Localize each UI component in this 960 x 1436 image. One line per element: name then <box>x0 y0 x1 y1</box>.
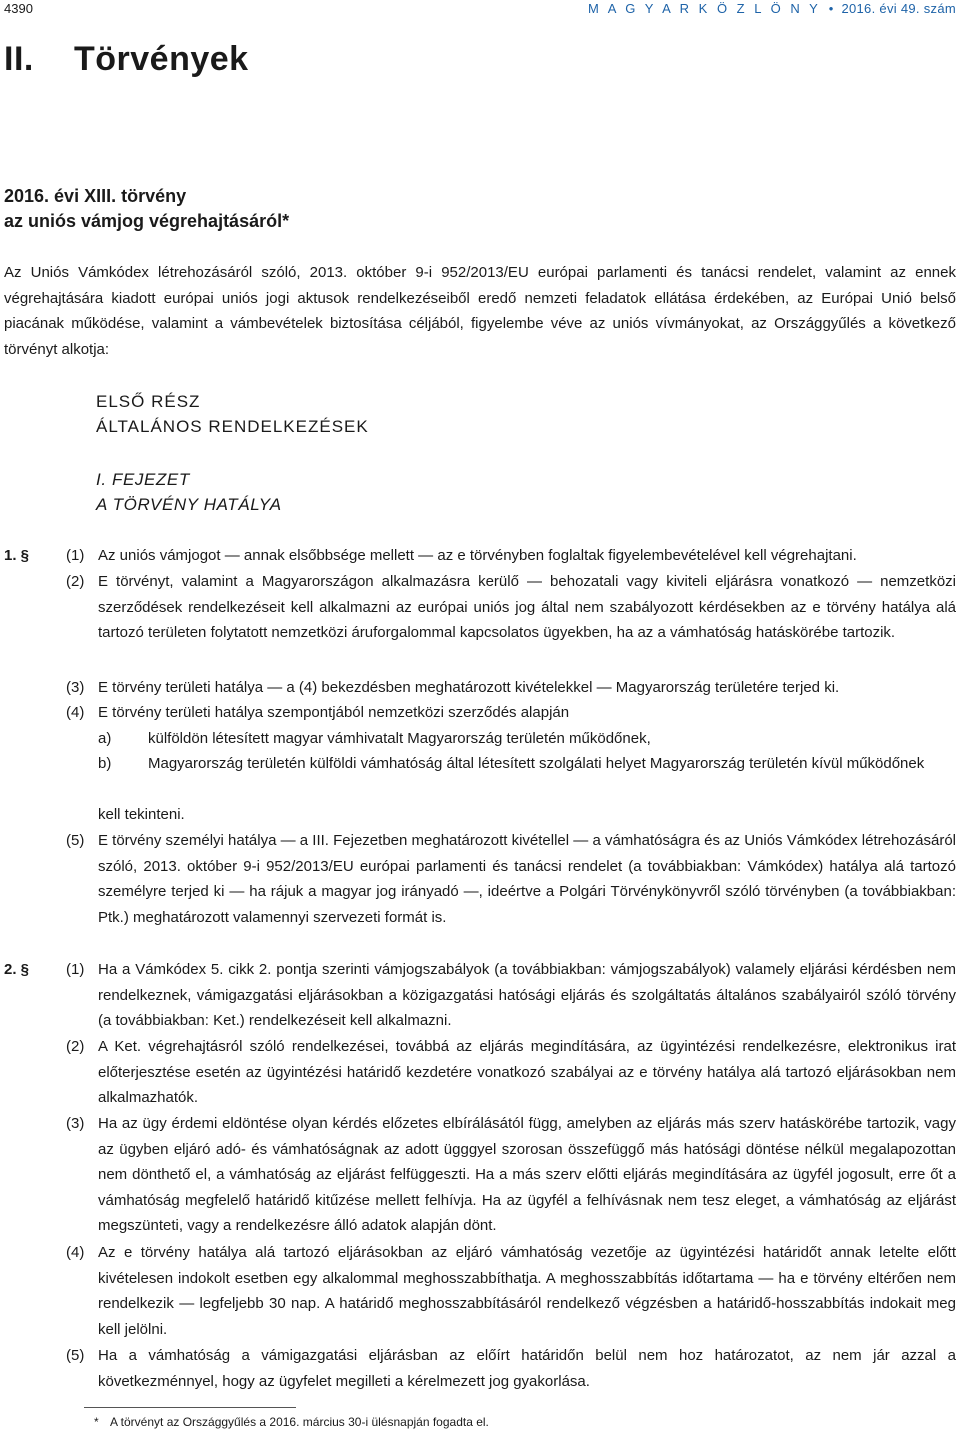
issue-number: 2016. évi 49. szám <box>841 1 956 16</box>
paragraph-label: (2) <box>66 573 85 590</box>
paragraph-label: (2) <box>66 1038 85 1055</box>
footnote-marker: * <box>94 1415 99 1429</box>
law-title <box>4 184 289 234</box>
page-header <box>4 0 956 18</box>
part-heading-title: ÁLTALÁNOS RENDELKEZÉSEK <box>96 417 369 436</box>
page-number: 4390 <box>4 1 33 16</box>
paragraph-text: Az uniós vámjogot — annak elsőbbsége mellett — az e törvényben foglaltak figyelembevételével kell végrehajtani. <box>98 547 857 564</box>
footnote-divider <box>84 1407 296 1408</box>
chapter-heading: I. FEJEZET <box>96 470 190 489</box>
section-number: 1. § <box>4 547 30 564</box>
paragraph-closing: kell tekinteni. <box>98 806 185 823</box>
paragraph-text: Ha a vámhatóság a vámigazgatási eljárásban az előírt határidőn belül nem hoz határozatot, az nem jár azzal a következménnyel, hogy az ügyfelet megilleti a kérelmezett jog gyakorlása. <box>98 1347 956 1390</box>
preamble: Az Uniós Vámkódex létrehozásáról szóló, 2013. október 9-i 952/2013/EU európai parlamenti és tanácsi rendelet, valamint az ennek végrehajtására kiadott európai uniós jogi aktusok rendelkezéseiből eredő nemzeti feladatok ellátása érdekében, az Európai Unió belső piacának működése, valamint a vámbevételek biztosítása céljából, figyelembe véve az uniós vívmányokat, az Országgyűlés a következő törvényt alkotja: <box>4 264 956 358</box>
chapter-heading-title: A TÖRVÉNY HATÁLYA <box>96 495 282 514</box>
point-text: külföldön létesített magyar vámhivatalt Magyarország területén működőnek, <box>148 730 651 747</box>
law-title-line2: az uniós vámjog végrehajtásáról* <box>4 211 290 231</box>
paragraph-text: E törvény területi hatálya szempontjából nemzetközi szerződés alapján <box>98 704 570 721</box>
paragraph-label: (1) <box>66 961 85 978</box>
paragraph-text: E törvényt, valamint a Magyarországon alkalmazásra kerülő — behozatali vagy kiviteli eljárásra vonatkozó — nemzetközi szerződések rendelkezéseit kell alkalmazni az európai uniós jog által nem szabályozott kérdésekben az e törvény hatálya alá tartozó területen folytatott nemzetközi áruforgalommal kapcsolatos ügyekben, ha az a vámhatóság hatáskörébe tartozik. <box>98 573 956 641</box>
footnote <box>94 1414 489 1430</box>
running-header <box>588 1 956 16</box>
paragraph-text: Ha a Vámkódex 5. cikk 2. pontja szerinti vámjogszabályok (a továbbiakban: vámjogszabályok) valamely eljárási kérdésben nem rendelkeznek, vámigazgatási eljárásokban a közigazgatási hatósági eljárás és szolgáltatás általános szabályairól szóló törvény (a továbbiakban: Ket.) rendelkezéseit kell alkalmazni. <box>98 961 956 1029</box>
paragraph-text: E törvény személyi hatálya — a III. Fejezetben meghatározott kivétellel — a vámhatóságra és az Uniós Vámkódex létrehozásáról szóló, 2013. október 9-i 952/2013/EU európai parlamenti és tanácsi rendelet (a továbbiakban: Vámkódex) hatálya alá tartozó személyre terjed ki — ha rájuk a magyar jog irányadó —, ideértve a Polgári Törvénykönyvről szóló törvényben (a továbbiakban: Ptk.) meghatározott valamennyi szervezeti formát is. <box>98 832 956 926</box>
paragraph-label: (5) <box>66 832 85 849</box>
paragraph-text: E törvény területi hatálya — a (4) bekezdésben meghatározott kivételekkel — Magyarország területére terjed ki. <box>98 679 840 696</box>
header-bullet: • <box>828 1 834 16</box>
journal-name: M A G Y A R K Ö Z L Ö N Y <box>588 1 821 16</box>
point-text: Magyarország területén külföldi vámhatóság által létesített szolgálati helyet Magyarország területén kívül működőnek <box>148 755 925 772</box>
law-title-line1: 2016. évi XIII. törvény <box>4 186 187 206</box>
paragraph-text: Az e törvény hatálya alá tartozó eljárásokban az eljáró vámhatóság vezetője az ügyintézési határidőt annak letelte előtt kivételesen indokolt esetben egy alkalommal meghosszabbíthatja. A meghosszabbítás időtartama — ha e törvény eltérően nem rendelkezik — legfeljebb 30 nap. A határidő meghosszabbításáról rendelkező végzésben a határidő-hosszabbítás indokait meg kell jelölni. <box>98 1244 956 1338</box>
paragraph-label: (5) <box>66 1347 85 1364</box>
point-label: b) <box>98 755 112 772</box>
footnote-text: A törvényt az Országgyűlés a 2016. március 30-i ülésnapján fogadta el. <box>110 1415 489 1429</box>
paragraph-label: (3) <box>66 679 85 696</box>
part-name: Törvények <box>74 40 249 78</box>
paragraph-label: (4) <box>66 1244 85 1261</box>
part-title <box>4 40 249 79</box>
point-label: a) <box>98 730 112 747</box>
paragraph-label: (1) <box>66 547 85 564</box>
part-roman: II. <box>4 40 34 78</box>
paragraph-text: A Ket. végrehajtásról szóló rendelkezései, továbbá az eljárás megindítására, az ügyintézési rendelkezésre, elektronikus irat előterjesztése esetén az ügyintézési határidő kezdetére vonatkozó szabályai az e törvény hatálya alá tartozó eljárásokban nem alkalmazhatók. <box>98 1038 956 1106</box>
paragraph-label: (4) <box>66 704 85 721</box>
section-number: 2. § <box>4 961 30 978</box>
paragraph-label: (3) <box>66 1115 85 1132</box>
paragraph-text: Ha az ügy érdemi eldöntése olyan kérdés előzetes elbírálásától függ, amelyben az eljárás más szerv hatáskörébe tartozik, vagy az ügyben eljáró adó- és vámhatóságnak az adott ügggyel szorosan összefüggő más hatósági döntése nélkül megalapozottan nem dönthető el, a vámhatóság az eljárást felfüggeszti. Ha a más szerv előtti eljárás megindítására az ügyfél jogosult, erre őt a vámhatóság megfelelő határidő kitűzése mellett felhívja. Ha az ügyfél a felhívásnak nem tesz eleget, a vámhatóság az eljárást megszünteti, vagy a rendelkezésre álló adatok alapján dönt. <box>98 1115 956 1234</box>
part-heading: ELSŐ RÉSZ <box>96 392 201 411</box>
